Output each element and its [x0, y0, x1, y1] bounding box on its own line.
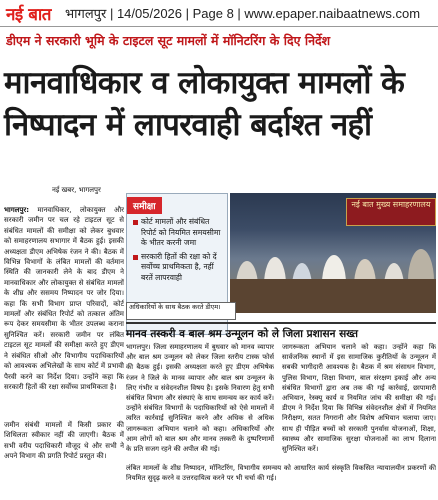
article-column-2: भागलपुर। जिला समाहरणालय में बुधवार को मानव व्यापार और बाल श्रम उन्मूलन को लेकर जिला स्तरीय टास्क फोर्स की बैठक हुई। इसकी अध्यक्षता करते हुए डीएम अभिषेक रंजन ने जिले के मानव व्यापार और बाल श्रम उन्मूलन के लिए गंभीर व संवेदनशील विषय है। इसके निवारण हेतु सभी संबंधित विभाग और संस्थाएं के साथ समन्वय कर कार्य करें। उन्होंने संबंधित विभागों के पदाधिकारियों को ऐसे मामलों में त्वरित कार्रवाई सुनिश्चित करने और अधिक से अधिक जागरूकता अभियान चलाने को कहा। अधिकारियों और आम लोगों को बाल श्रम और मानव तस्करी के दुष्परिणामों के प्रति सजग रहने की अपील की गई। [126, 343, 274, 454]
meeting-photo [230, 193, 436, 313]
article-column-1 [4, 205, 124, 415]
newspaper-logo: नई बात [6, 4, 52, 25]
article-column-1-continued: जमीन संबंधी मामलों में किसी प्रकार की शिथिलता स्वीकार नहीं की जाएगी। बैठक में सभी वरीय पदाधिकारी मौजूद थे और सभी ने अपने विभाग की प्रगति रिपोर्ट प्रस्तुत की। [4, 421, 124, 461]
edition-info: भागलपुर | 14/05/2026 | Page 8 | www.epaper.naibaatnews.com [65, 6, 421, 21]
byline: नई खबर, भागलपुर [52, 186, 101, 194]
photo-banner: नई बात मुख्य समाहरणालय [346, 198, 436, 226]
headline-line-1: मानवाधिकार व लोकायुक्त मामलों के [4, 65, 405, 101]
article-bottom-text: लंबित मामलों के शीघ्र निष्पादन, मॉनिटरिंग, विभागीय समन्वय को आधारित कार्य संस्कृति विकसित न्यायालयीन प्रकरणों की नियमित सुदृढ़ करने व उत्तरदायित्व करने पर भी चर्चा की गई। [126, 464, 436, 483]
kicker-headline: डीएम ने सरकारी भूमि के टाइटल सूट मामलों में मॉनिटरिंग के दिए निर्देश [6, 33, 331, 48]
summary-list [127, 217, 227, 283]
summary-item: सरकारी हितों की रक्षा को दें सर्वोच्च प्राथमिकता है, नहीं बरतें लापरवाही [133, 252, 223, 284]
dateline: भागलपुर: [4, 206, 30, 214]
photo-caption: अधिकारियों के साथ बैठक करते डीएम। [126, 302, 236, 320]
meeting-table [230, 279, 436, 313]
main-headline [4, 62, 436, 146]
sub-article-headline: मानव तस्करी व बाल श्रम उन्मूलन को ले जिला प्रशासन सख्त [126, 322, 436, 341]
masthead-bar [0, 0, 438, 27]
summary-tag: समीक्षा [127, 197, 162, 214]
column-1-text: मानवाधिकार, लोकायुक्त और सरकारी जमीन पर चल रहे टाइटल सूट से संबंधित मामलों की समीक्षा को लेकर बुधवार को समाहरणालय सभागार में बैठक हुई। इसकी अध्यक्षता डीएम अभिषेक रंजन ने की। बैठक में विभिन्न विभागों के लंबित मामलों की वर्तमान स्थिति की जानकारी लेने के बाद डीएम ने मानवाधिकार और लोकायुक्त से संबंधित मामलों के शीघ्र और ससमय निष्पादन पर जोर दिया। कहा कि सभी विभाग प्राप्त परिवादों, कोर्ट मामलों और संबंधित रिपोर्ट को तत्काल अंतिम रूप देकर समयसीमा के भीतर उपलब्ध कराना सुनिश्चित करें। सरकारी जमीन पर लंबित टाइटल सूट मामलों की समीक्षा करते हुए डीएम ने संबंधित सीओ और विभागीय पदाधिकारियों को आवश्यक अभिलेखों के साथ कोर्ट में प्रभावी पैरवी करने का निर्देश दिया। उन्होंने कहा कि सरकारी हितों की रक्षा सर्वोच्च प्राथमिकता है। [4, 206, 124, 391]
summary-item: कोर्ट मामलों और संबंधित रिपोर्ट को नियमित समयसीमा के भीतर करनी जमा [133, 217, 223, 249]
headline-line-2: निष्पादन में लापरवाही बर्दाश्त नहीं [4, 107, 372, 143]
article-column-3: जागरूकता अभियान चलाने को कहा। उन्होंने कहा कि सार्वजनिक स्थानों में इस सामाजिक कुरीतियों के उन्मूलन में सबकी भागीदारी आवश्यक है। बैठक में श्रम संसाधन विभाग, पुलिस विभाग, शिक्षा विभाग, बाल संरक्षण इकाई और अन्य संबंधित विभागों द्वारा अब तक की गई कार्रवाई, छापामारी अभियान, रेस्क्यू कार्य व नियमित जांच की समीक्षा की गई। डीएम ने निर्देश दिया कि विभिन्न संवेदनशील क्षेत्रों में नियमित निरीक्षण, सतत निगरानी और विशेष अभियान चलाया जाए। साथ ही पीड़ित बच्चों को सरकारी पुनर्वास योजनाओं, शिक्षा, स्वास्थ्य और सामाजिक सुरक्षा योजनाओं का लाभ दिलाना सुनिश्चित करें। [282, 343, 436, 454]
